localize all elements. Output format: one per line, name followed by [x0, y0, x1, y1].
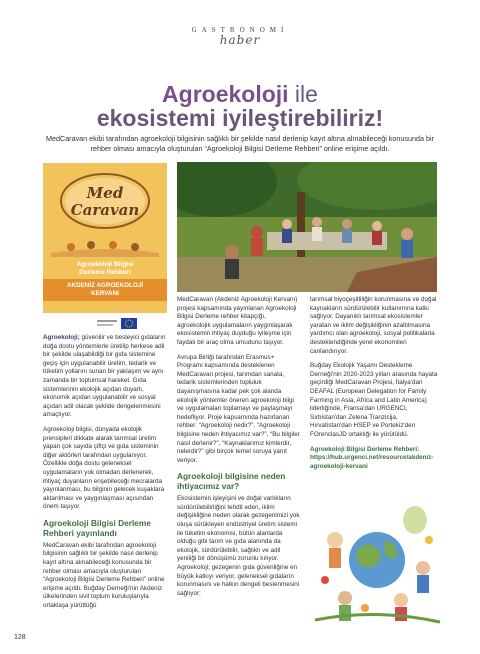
- cover-footer: [43, 313, 167, 333]
- cover-band: [43, 279, 167, 301]
- col1-p1-text: güvenilir ve besleyici gıdaların doğa dostu yöntemlerle üretilip herkese adil bir şekilde ulaşabildiği bir gıda sistemine geçiş için uygulanabilir üretim, tedarik ve tüketim yollarını sunan bir yaklaşım ve aynı zamanda bir toplumsal hareket. Gıda sistemlerinin ekolojik açıdan duyarlı, ekonomik açıdan uygulanabilir ve sosyal açıdan adil olacak şekilde dengelenmesini amaçlıyor.: [43, 334, 166, 419]
- cover-band-line1: AKDENİZ AGROEKOLOJİ: [66, 282, 144, 289]
- workshop-photo: [177, 162, 437, 292]
- col1-paragraph-2: Agroekoloji bilgisi, dünyada ekolojik prensipleri dikkate alarak tarımsal üretim yapan çok sayıda çiftçi ve gıda sisteminin diğer aktörleri tarafından uygulanıyor. Özellikle doğa dostu geleneksel uygulamaların yok olmadan derlenerek, ihtiyaç duyanların erişebileceği mecralarda yayınlanması, bu bilginin gelecek kuşaklara aktarılması ve yaygınlaşması açısından önem taşıyor.: [43, 425, 165, 511]
- col1-lead-word: Agroekoloji;: [43, 334, 80, 341]
- eu-flag-icon: [43, 313, 167, 333]
- agroecology-illustration: [305, 490, 445, 630]
- col2-paragraph-2: Avrupa Birliği tarafından Erasmus+ Programı kapsamında desteklenen MedCaravan projesi, tarımdan sanata, tedarik sistemlerinden topluluk dayanışmasına kadar pek çok alanda ekolojik yöntemler öneren agroekoloji bilgi ve uygulamaları toplamayı ve paylaşmayı hedefliyor. Proje kapsamında hazırlanan rehber: “Agroekoloji nedir?”, “Agroekoloji bilgisine neden ihtiyacımız var?”, “Bu bilgiler nasıl derlenir?”, “Kaynaklarımız kimlerdir, nelerdir?” gibi birçok temel soruya yanıt veriyor.: [177, 353, 300, 464]
- column-1: [43, 334, 167, 617]
- masthead-script: haber: [219, 33, 261, 47]
- cover-band-line2: KERVANI: [91, 290, 119, 297]
- lead-paragraph: MedCaravan ekibi tarafından agroekoloji bilgisinin sağlıklı bir şekilde nasıl derlenip kayıt altına alınabileceği konusunda bir rehber olması amacıyla oluşturulan “Agroekoloji Bilgisi Derleme Rehberi” online erişime açıldı.: [46, 134, 434, 153]
- title-line2: ekosistemi iyileştirebiliriz!: [96, 105, 384, 131]
- guide-link-url[interactable]: https://hub.urgenci.net/resource/akdeniz-agroekoloji-kervani: [310, 454, 434, 470]
- col3-paragraph-1: tarımsal biyoçeşitliliğin korunmasına ve doğal kaynakların sürdürülebilir kullanımına katkı sağlıyor. Dayanıklı tarımsal ekosistemler yaratan ve iklim değişikliğinin azaltılmasına yardımcı olan agroekoloji, sosyal politikalarla desteklendiğinde yerel ekonomileri canlandırıyor.: [310, 296, 437, 355]
- guide-cover-image: [43, 163, 167, 333]
- logo-med: Med: [86, 184, 124, 202]
- page-number: 128: [14, 634, 26, 641]
- article-title: [0, 82, 480, 130]
- medcaravan-logo: [57, 171, 153, 231]
- cover-title-line2: Derleme Rehberi: [79, 269, 131, 276]
- col2-heading: Agroekoloji bilgisine neden ihtiyacımız var?: [177, 471, 286, 492]
- guide-link-label: Agroekoloji Bilgisi Derleme Rehberi:: [310, 445, 420, 453]
- logo-caravan: Caravan: [70, 201, 140, 219]
- col1-paragraph-1: [43, 334, 167, 420]
- col3-link-block: [310, 446, 438, 472]
- col2-paragraph-1: MedCaravan (Akdeniz Agroekoloji Kervanı) projesi kapsamında yayınlanan Agroekoloji Bilgisi Derleme rehber kitapçığı, agroekolojik uygulamaların yaygınlaşarak ekosistemin ihtiyaç duyduğu iyileşme için faydalı bir araç olma umudunu taşıyor.: [177, 296, 298, 346]
- title-word: ile: [288, 81, 318, 107]
- cover-title-line1: Agroekoloji Bilgisi: [76, 261, 134, 268]
- cover-title: [43, 261, 167, 277]
- caravan-illustration: [51, 233, 159, 257]
- col3-paragraph-2: Buğday Ekolojik Yaşamı Destekleme Derneği'nin 2020-2023 yılları arasında hayata geçirdiği MedCaravan Projesi, İtalya'dan DEAFAL (European Delegation for Family Farming in Asia, Africa and Latin America) liderliğinde, Fransa'dan URGENCI, Sırbistan'dan Zelena Tranzicija, Hırvatistan'dan HSEP ve Portekiz'den FOrenclasJD ortaklığı ile yürütüldü.: [310, 362, 438, 438]
- masthead-top: GASTRONOMİ: [191, 26, 289, 34]
- col1-heading: Agroekoloji Bilgisi Derleme Rehberi yayınlandı: [43, 517, 151, 538]
- column-3: [310, 296, 438, 477]
- col1-paragraph-3: MedCaravan ekibi tarafından agroekoloji bilgisinin sağlıklı bir şekilde nasıl derlenip kayıt altına alınabileceği konusunda bir rehber olması amacıyla oluşturulan “Agroekoloji Bilgisi Derleme Rehberi” online erişime açıldı. Buğday Derneği'nin Akdeniz ülkelerinden sivil toplum kuruluşlarıyla ortaklaşa yürüttüğü: [43, 541, 165, 610]
- masthead: [0, 26, 480, 47]
- title-keyword: Agroekoloji: [162, 81, 289, 107]
- col2-paragraph-3: Ekosistemin işleyişini ve doğal varlıkların sürdürülebilirliğini tehdit eden, iklim değişikliğine neden olarak gezegenimizi yok oluşa sürükleyen endüstriyel üretim sistemi ile tüketim ekonomisi, bütün alanlarda olduğu gibi tarım ve gıda alanında da ekolojik, sürdürülebilir, sağlıklı ve adil yeniliği bir dönüşümü zorunlu kılıyor. Agroekoloji; gezegenin gıda güvenliğine en büyük katkıyı veriyor, geleneksel gıdaların korunmasını ve halkın dengeli beslenmesini sağlıyor;: [177, 495, 300, 597]
- column-2: [177, 296, 301, 604]
